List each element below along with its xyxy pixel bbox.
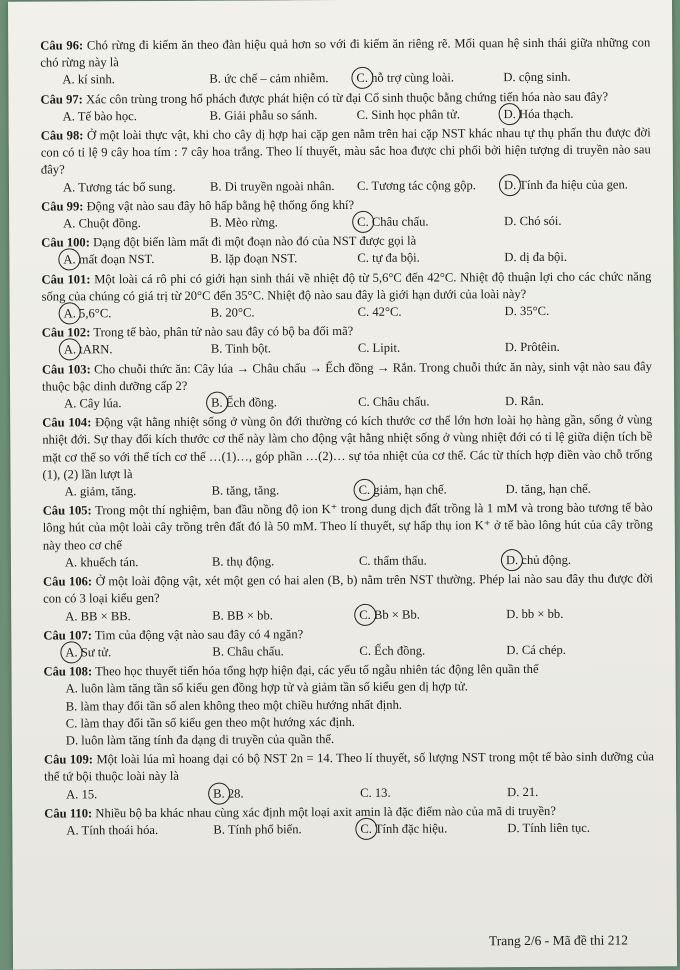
question-number: Câu 109:: [43, 752, 93, 767]
option-a[interactable]: A. Chuột đồng.: [63, 216, 141, 231]
option-a[interactable]: A. Cây lúa.: [64, 396, 122, 411]
question-number: Câu 104:: [42, 415, 92, 430]
option-d[interactable]: D. Hóa thạch.: [504, 105, 651, 123]
question-101: [41, 268, 651, 323]
option-c[interactable]: C. Bb × Bb.: [359, 606, 506, 624]
option-c[interactable]: C. hỗ trợ cùng loài.: [356, 70, 503, 88]
answer-circle-mark: C.: [359, 606, 371, 623]
question-text: Xác côn trùng trong hổ phách được phát hiện có từ đại Cổ sinh thuộc bằng chứng tiến hóa nào sau đây?: [82, 89, 609, 106]
question-text: Nhiều bộ ba khác nhau cùng xác định một loại axit amin là đặc điểm nào của mã di truyền?: [92, 803, 556, 821]
question-stem: [44, 748, 654, 786]
option-b[interactable]: B. 20°C.: [210, 305, 255, 320]
question-text: Động vật hằng nhiệt sống ở vùng ôn đới thường có kích thước cơ thể lớn hơn loài họ hàng gần, sống ở vùng nhiệt đới. Sự thay đổi kích thước cơ thể này làm cho động vật hằng nhiệt sống ở vùng nhiệt đới có tỉ lệ giữa diện tích bề mặt cơ thể so với thể tích cơ thể …(1)…, góp phần …(2)… sự tỏa nhiệt của cơ thể. Các từ thích hợp điền vào chỗ trống (1), (2) lần lượt là: [42, 412, 653, 482]
answer-options: [41, 249, 651, 269]
option-d[interactable]: D. luôn làm tăng tính đa dạng di truyền của quần thể.: [65, 731, 335, 748]
option-c[interactable]: C. Sinh học phân tử.: [356, 107, 461, 122]
question-number: Câu 110:: [44, 806, 93, 821]
answer-circle-mark: A.: [64, 305, 76, 322]
answer-options: [43, 480, 653, 500]
question-108: [43, 660, 653, 749]
answer-circle-mark: B.: [211, 395, 223, 412]
question-text: Ở một loài thực vật, khi cho cây dị hợp hai cặp gen nằm trên hai cặp NST khác nhau tự thụ phấn thu được đời con có tỉ lệ 9 cây hoa tím : 7 cây hoa trắng. Theo lí thuyết, màu sắc hoa được chi phối bởi hiện tượng di truyền nào sau đây?: [40, 125, 651, 177]
question-text: Động vật nào sau đây hô hấp bằng hệ thống ống khí?: [83, 197, 355, 214]
option-b[interactable]: B. Tinh bột.: [210, 341, 272, 357]
question-stem: [42, 358, 652, 396]
answer-options: [43, 605, 653, 625]
option-a[interactable]: A. Tế bào học.: [62, 108, 137, 124]
option-c[interactable]: C. Ếch đồng.: [359, 643, 426, 658]
option-b[interactable]: B. Mèo rừng.: [210, 215, 278, 230]
option-c[interactable]: C. Tính đặc hiệu.: [360, 820, 507, 838]
option-a[interactable]: A. Sư tử.: [43, 644, 212, 662]
option-a[interactable]: A. Tính thoái hóa.: [66, 822, 159, 838]
question-text: Một loài cá rô phi có giới hạn sinh thái về nhiệt độ từ 5,6°C đến 42°C. Nhiệt độ thuận lợi cho các chức năng sống của chúng có giá trị từ 20°C đến 35°C. Nhiệt độ nào sau đây là giới hạn dưới của loài này?: [41, 269, 652, 304]
exam-content: [40, 34, 654, 841]
option-d[interactable]: D. Cá chép.: [506, 642, 566, 658]
answer-options: [40, 69, 650, 89]
option-a[interactable]: A. 5,6°C.: [42, 305, 211, 323]
option-a[interactable]: A. tARN.: [42, 341, 211, 359]
question-number: Câu 99:: [41, 199, 84, 214]
question-stem: [43, 570, 653, 608]
answer-circle-mark: B.: [213, 785, 225, 802]
question-text: Chó rừng đi kiếm ăn theo đàn hiệu quả hơn so với đi kiếm ăn riêng rẽ. Mối quan hệ sinh thái giữa những con chó rừng này là: [40, 35, 651, 70]
option-d[interactable]: D. 35°C.: [504, 303, 550, 319]
question-106: [43, 570, 653, 625]
answer-options: [42, 392, 652, 412]
answer-options: [42, 339, 652, 359]
question-98: [41, 124, 651, 196]
page-footer: Trang 2/6 - Mã đề thi 212: [488, 932, 628, 949]
question-number: Câu 101:: [41, 271, 91, 287]
question-stem: [43, 500, 653, 555]
answer-options: [44, 819, 654, 839]
option-d[interactable]: D. Chó sói.: [504, 213, 562, 229]
question-99: [41, 195, 651, 233]
question-97: [40, 88, 650, 126]
option-c[interactable]: C. tự đa bội.: [357, 251, 420, 266]
option-d[interactable]: D. dị đa bội.: [504, 250, 568, 265]
option-b[interactable]: B. Giải phẫu so sánh.: [209, 107, 318, 123]
option-b[interactable]: B. Di truyền ngoài nhân.: [209, 178, 335, 194]
option-d[interactable]: D. 21.: [507, 784, 539, 799]
question-number: Câu 103:: [41, 361, 91, 377]
option-d[interactable]: D. Tính đa hiệu của gen.: [504, 176, 651, 194]
option-c[interactable]: C. Châu chấu.: [357, 213, 504, 231]
option-b[interactable]: B. Tính phổ biến.: [213, 822, 302, 837]
question-stem: [40, 34, 650, 72]
option-a[interactable]: A. mất đoạn NST.: [41, 251, 210, 269]
option-b[interactable]: B. Ếch đồng.: [211, 394, 358, 412]
question-text: Dạng đột biến làm mất đi một đoạn nào đó của NST được gọi là: [89, 233, 417, 250]
question-110: [44, 802, 654, 840]
answer-circle-mark: C.: [360, 821, 372, 838]
option-b[interactable]: B. Châu chấu.: [212, 644, 284, 659]
option-c[interactable]: C. Lipit.: [357, 341, 401, 356]
answer-circle-mark: D.: [506, 552, 518, 569]
option-d[interactable]: D. cộng sinh.: [503, 70, 571, 85]
answer-circle-mark: D.: [504, 106, 516, 123]
question-number: Câu 98:: [40, 128, 84, 143]
question-102: [42, 322, 652, 360]
option-b[interactable]: B. 28.: [213, 784, 360, 802]
question-text: Cho chuỗi thức ăn: Cây lúa → Châu chấu → Ếch đồng → Rắn. Trong chuỗi thức ăn này, sinh vật nào sau đây thuộc bậc dinh dưỡng cấp 2?: [41, 359, 652, 394]
option-d[interactable]: D. Tính liên tục.: [507, 820, 591, 836]
answer-options: [44, 678, 654, 750]
option-c[interactable]: C. giảm, hạn chế.: [359, 481, 506, 499]
answer-circle-mark: C.: [359, 482, 371, 499]
question-number: Câu 108:: [43, 664, 93, 679]
question-103: [42, 358, 652, 413]
answer-options: [41, 212, 651, 232]
question-text: Một loài lúa mì hoang dại có bộ NST 2n = 14. Theo lí thuyết, số lượng NST trong một tế bào sinh dưỡng của thể tứ bội thuộc loài này là: [44, 749, 655, 784]
question-text: Trong tế bào, phân tử nào sau đây có bộ ba đối mã?: [90, 324, 354, 340]
question-number: Câu 105:: [42, 503, 92, 518]
option-b[interactable]: B. lặp đoạn NST.: [210, 251, 298, 267]
option-b[interactable]: B. tăng, tăng.: [211, 483, 280, 498]
question-105: [43, 500, 653, 572]
option-d[interactable]: D. bb × bb.: [506, 606, 564, 621]
option-d[interactable]: D. Rắn.: [505, 394, 544, 409]
question-number: Câu 96:: [40, 38, 84, 53]
option-a[interactable]: A. luôn làm tăng tần số kiểu gen đồng hợp tử và giảm tần số kiểu gen dị hợp tử.: [65, 679, 468, 696]
question-text: Tim của động vật nào sau đây có 4 ngăn?: [91, 626, 304, 643]
option-c[interactable]: C. thẩm thấu.: [358, 553, 427, 568]
option-c[interactable]: C. làm thay đổi tần số kiểu gen theo một hướng xác định.: [65, 714, 355, 731]
answer-options: [41, 176, 651, 196]
answer-circle-mark: C.: [357, 214, 369, 231]
option-d[interactable]: D. tăng, hạn chế.: [505, 481, 591, 497]
option-b[interactable]: B. BB × bb.: [212, 607, 273, 623]
option-c[interactable]: C. 13.: [360, 785, 391, 800]
option-c[interactable]: C. Tương tác cộng gộp.: [356, 177, 476, 193]
answer-options: [41, 105, 651, 125]
question-number: Câu 100:: [41, 235, 90, 250]
question-stem: [41, 268, 651, 306]
question-107: [43, 624, 653, 662]
answer-options: [42, 302, 652, 322]
option-a[interactable]: A. BB × BB.: [65, 608, 131, 623]
answer-circle-mark: A.: [65, 644, 77, 661]
question-text: Trong một thí nghiệm, ban đầu nồng độ ion K⁺ trong dung dịch đất trồng là 1 mM và trong bào tương tế bào lông hút của một loài cây trồng trên đất đó là 50 mM. Theo lí thuyết, sự hấp thụ ion K⁺ ở tế bào lông hút của cây trồng này theo cơ chế: [42, 500, 653, 553]
question-number: Câu 106:: [43, 574, 93, 589]
question-96: [40, 34, 650, 89]
answer-options: [43, 641, 653, 661]
option-a[interactable]: A. giảm, tăng.: [64, 484, 137, 499]
question-number: Câu 97:: [40, 91, 83, 107]
question-text: Theo học thuyết tiến hóa tổng hợp hiện đại, các yếu tố ngẫu nhiên tác động lên quần thể: [92, 662, 539, 679]
answer-options: [43, 551, 653, 571]
option-b[interactable]: B. làm thay đổi tần số alen không theo một chiều hướng nhất định.: [65, 697, 403, 713]
option-c[interactable]: C. Châu chấu.: [358, 394, 430, 409]
option-d[interactable]: D. chủ động.: [506, 551, 653, 569]
option-a[interactable]: A. kí sinh.: [62, 72, 115, 87]
exam-page: [8, 0, 677, 970]
question-109: [44, 748, 654, 803]
question-stem: [42, 412, 652, 484]
question-100: [41, 232, 651, 270]
option-b[interactable]: B. thụ động.: [211, 554, 275, 569]
option-d[interactable]: D. Prôtêin.: [504, 340, 560, 355]
question-text: Ở một loài động vật, xét một gen có hai alen (B, b) nằm trên NST thường. Phép lai nào sau đây thu được đời con có 3 loại kiểu gen?: [43, 571, 654, 606]
question-104: [42, 412, 652, 501]
option-a[interactable]: A. 15.: [66, 786, 98, 801]
answer-circle-mark: A.: [63, 252, 75, 269]
question-stem: [41, 124, 651, 179]
option-c[interactable]: C. 42°C.: [357, 304, 402, 319]
answer-circle-mark: D.: [504, 177, 516, 194]
option-a[interactable]: A. khuếch tán.: [64, 554, 139, 570]
option-a[interactable]: A. Tương tác bổ sung.: [62, 179, 176, 195]
answer-options: [44, 783, 654, 803]
question-number: Câu 102:: [41, 325, 91, 340]
option-b[interactable]: B. ức chế – cảm nhiễm.: [209, 71, 329, 87]
question-number: Câu 107:: [43, 628, 92, 643]
answer-circle-mark: A.: [64, 342, 76, 359]
answer-circle-mark: C.: [356, 70, 368, 87]
